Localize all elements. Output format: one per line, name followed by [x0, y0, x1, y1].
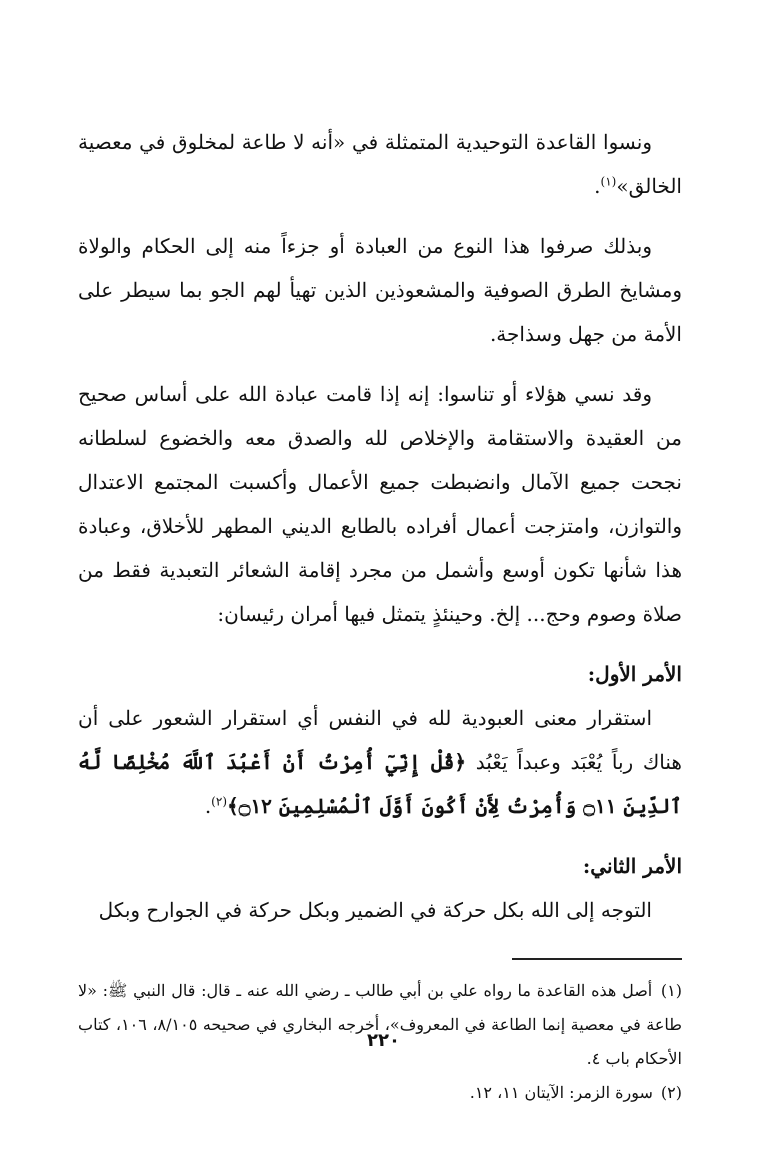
second-matter-paragraph: التوجه إلى الله بكل حركة في الضمير وبكل حركة في الجوارح وبكل	[98, 898, 652, 922]
first-matter-text: استقرار معنى العبودية لله في النفس أي استقرار الشعور على أن هناك رباً يُعْبَد وعبداً يَعْبُد	[78, 706, 682, 774]
footnote-1-number: (١)	[660, 981, 682, 1000]
paragraph-1-end: .	[594, 174, 601, 198]
footnote-1-text: أصل هذه القاعدة ما رواه علي بن أبي طالب ـ رضي الله عنه ـ قال: قال النبي ﷺ: «لا طاعة في معصية إنما الطاعة في المعروف»، أخرجه البخاري في صحيحه ٨/١٠٥، ١٠٦، كتاب الأحكام باب ٤.	[78, 981, 683, 1068]
paragraph-2: وبذلك صرفوا هذا النوع من العبادة أو جزءاً منه إلى الحكام والولاة ومشايخ الطرق الصوفية والمشعوذين الذين تهيأ لهم الجو بما سيطر على الأمة من جهل وسذاجة.	[78, 234, 682, 346]
footnote-2-number: (٢)	[660, 1083, 682, 1102]
first-matter-paragraph	[78, 696, 682, 828]
page-number: ٢٢٠	[367, 1030, 400, 1051]
footnote-1	[78, 974, 682, 1076]
paragraph-3: وقد نسي هؤلاء أو تناسوا: إنه إذا قامت عبادة الله على أساس صحيح من العقيدة والاستقامة والإخلاص لله والصدق معه والخضوع لسلطانه نجحت جميع الآمال وانضبطت جميع الأعمال وأكسبت المجتمع الاعتدال والتوازن، وامتزجت أعمال أفراده بالطابع الديني المطهر للأخلاق، وعبادة هذا شأنها تكون أوسع وأشمل من مجرد إقامة الشعائر التعبدية فقط من صلاة وصوم وحج... إلخ. وحينئذٍ يتمثل فيها أمران رئيسان:	[78, 382, 682, 626]
footnote-ref-1[interactable]: (١)	[600, 174, 617, 189]
footnote-ref-2[interactable]: (٢)	[211, 794, 227, 809]
footnote-2-text: سورة الزمر: الآيتان ١١، ١٢.	[469, 1083, 653, 1102]
quran-verse: ﴿قُلْ إِنِّيٓ أُمِرْتُ أَنْ أَعْبُدَ ٱللَّهَ مُخْلِصًا لَّهُ ٱلدِّينَ ۝١١ وَأُمِرْتُ لِأَنْ أَكُونَ أَوَّلَ ٱلْمُسْلِمِينَ ۝١٢﴾	[78, 750, 682, 818]
paragraph-1	[78, 120, 682, 208]
second-matter-heading: الأمر الثاني:	[582, 854, 682, 878]
paragraph-1-text: ونسوا القاعدة التوحيدية المتمثلة في «أنه لا طاعة لمخلوق في معصية الخالق»	[78, 130, 682, 198]
footnote-2	[78, 1076, 682, 1110]
footnote-divider	[512, 958, 682, 960]
first-matter-heading: الأمر الأول:	[587, 662, 682, 686]
first-matter-end: .	[204, 794, 212, 818]
